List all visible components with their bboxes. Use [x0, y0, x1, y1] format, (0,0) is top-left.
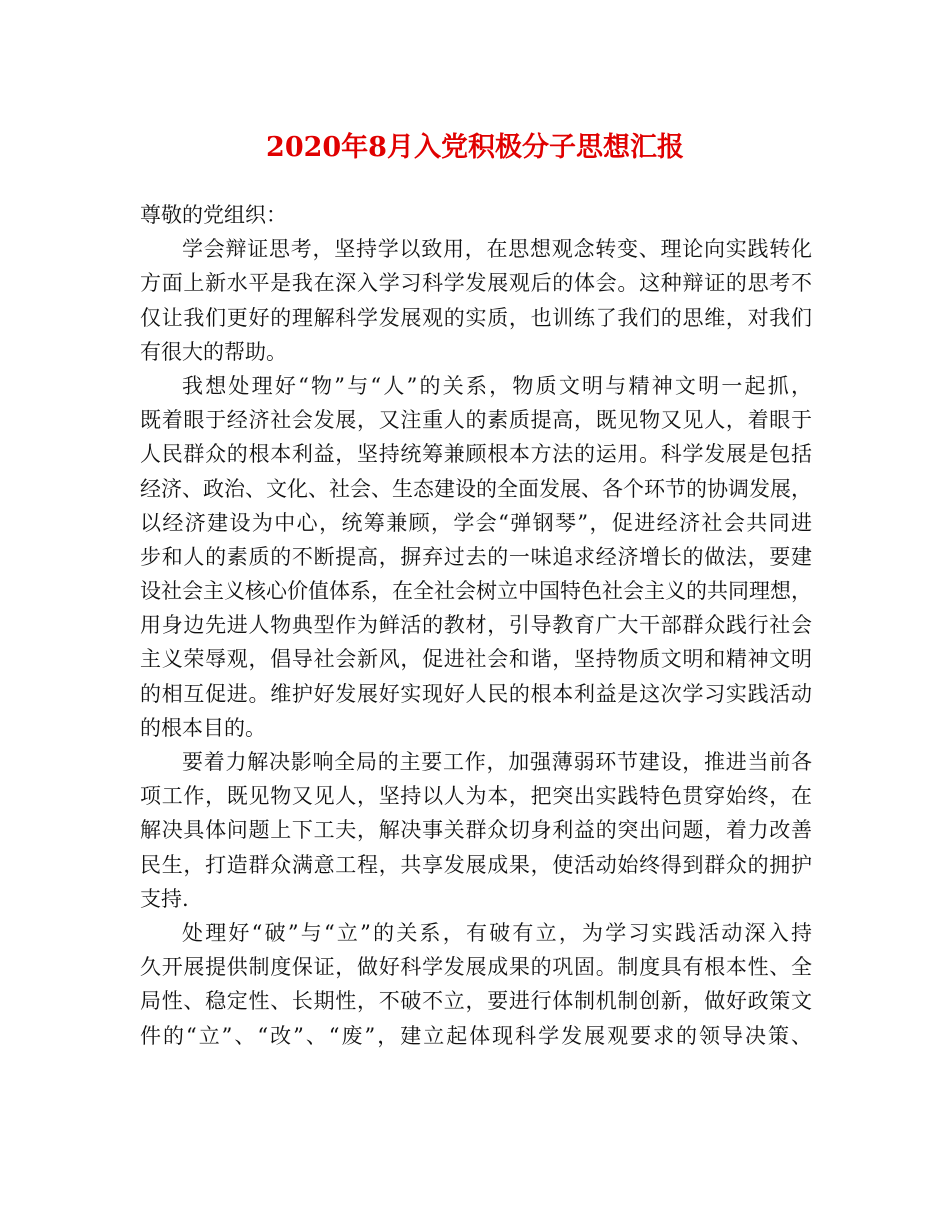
paragraph-line: 用身边先进人物典型作为鲜活的教材，引导教育广大干部群众践行社会 [140, 613, 812, 638]
paragraph-line: 的相互促进。维护好发展好实现好人民的根本利益是这次学习实践活动 [140, 681, 812, 706]
paragraph-line: 步和人的素质的不断提高，摒弃过去的一味追求经济增长的做法，要建 [140, 544, 812, 569]
paragraph-line: 方面上新水平是我在深入学习科学发展观后的体会。这种辩证的思考不 [140, 271, 812, 296]
paragraph-line: 处理好“破”与“立”的关系，有破有立，为学习实践活动深入持 [182, 920, 812, 945]
salutation: 尊敬的党组织： [140, 203, 287, 227]
paragraph-line: 主义荣辱观，倡导社会新风，促进社会和谐，坚持物质文明和精神文明 [140, 647, 812, 672]
paragraph-line: 设社会主义核心价值体系，在全社会树立中国特色社会主义的共同理想， [140, 579, 812, 604]
paragraph-4 [140, 916, 812, 1053]
paragraph-line: 局性、稳定性、长期性，不破不立，要进行体制机制创新，做好政策文 [140, 989, 812, 1014]
paragraph-line: 久开展提供制度保证，做好科学发展成果的巩固。制度具有根本性、全 [140, 955, 812, 980]
paragraph-line: 经济、政治、文化、社会、生态建设的全面发展、各个环节的协调发展， [140, 476, 812, 501]
paragraph-2 [140, 369, 812, 745]
paragraph-1 [140, 232, 812, 369]
paragraph-3 [140, 745, 812, 916]
paragraph-line: 既着眼于经济社会发展，又注重人的素质提高，既见物又见人，着眼于 [140, 408, 812, 433]
paragraph-line: 件的“立”、“改”、“废”，建立起体现科学发展观要求的领导决策、 [140, 1023, 812, 1048]
paragraph-line: 的根本目的。 [140, 715, 266, 740]
paragraph-line: 我想处理好“物”与“人”的关系，物质文明与精神文明一起抓， [182, 373, 812, 398]
paragraph-line: 以经济建设为中心，统筹兼顾，学会“弹钢琴”，促进经济社会共同进 [140, 510, 812, 535]
paragraph-line: 解决具体问题上下工夫，解决事关群众切身利益的突出问题，着力改善 [140, 818, 812, 843]
document-body [140, 198, 812, 1053]
paragraph-line: 要着力解决影响全局的主要工作，加强薄弱环节建设，推进当前各 [182, 750, 812, 774]
paragraph-line: 民生，打造群众满意工程，共享发展成果，使活动始终得到群众的拥护 [140, 852, 812, 877]
paragraph-line: 人民群众的根本利益，坚持统筹兼顾根本方法的运用。科学发展是包括 [140, 442, 812, 467]
paragraph-line: 支持. [140, 886, 189, 911]
document-title: 2020年8月入党积极分子思想汇报 [266, 132, 684, 163]
paragraph-line: 有很大的帮助。 [140, 339, 287, 364]
paragraph-line: 项工作，既见物又见人，坚持以人为本，把突出实践特色贯穿始终，在 [140, 784, 812, 809]
paragraph-line: 仅让我们更好的理解科学发展观的实质，也训练了我们的思维，对我们 [140, 305, 812, 330]
paragraph-line: 学会辩证思考，坚持学以致用，在思想观念转变、理论向实践转化 [182, 237, 812, 262]
